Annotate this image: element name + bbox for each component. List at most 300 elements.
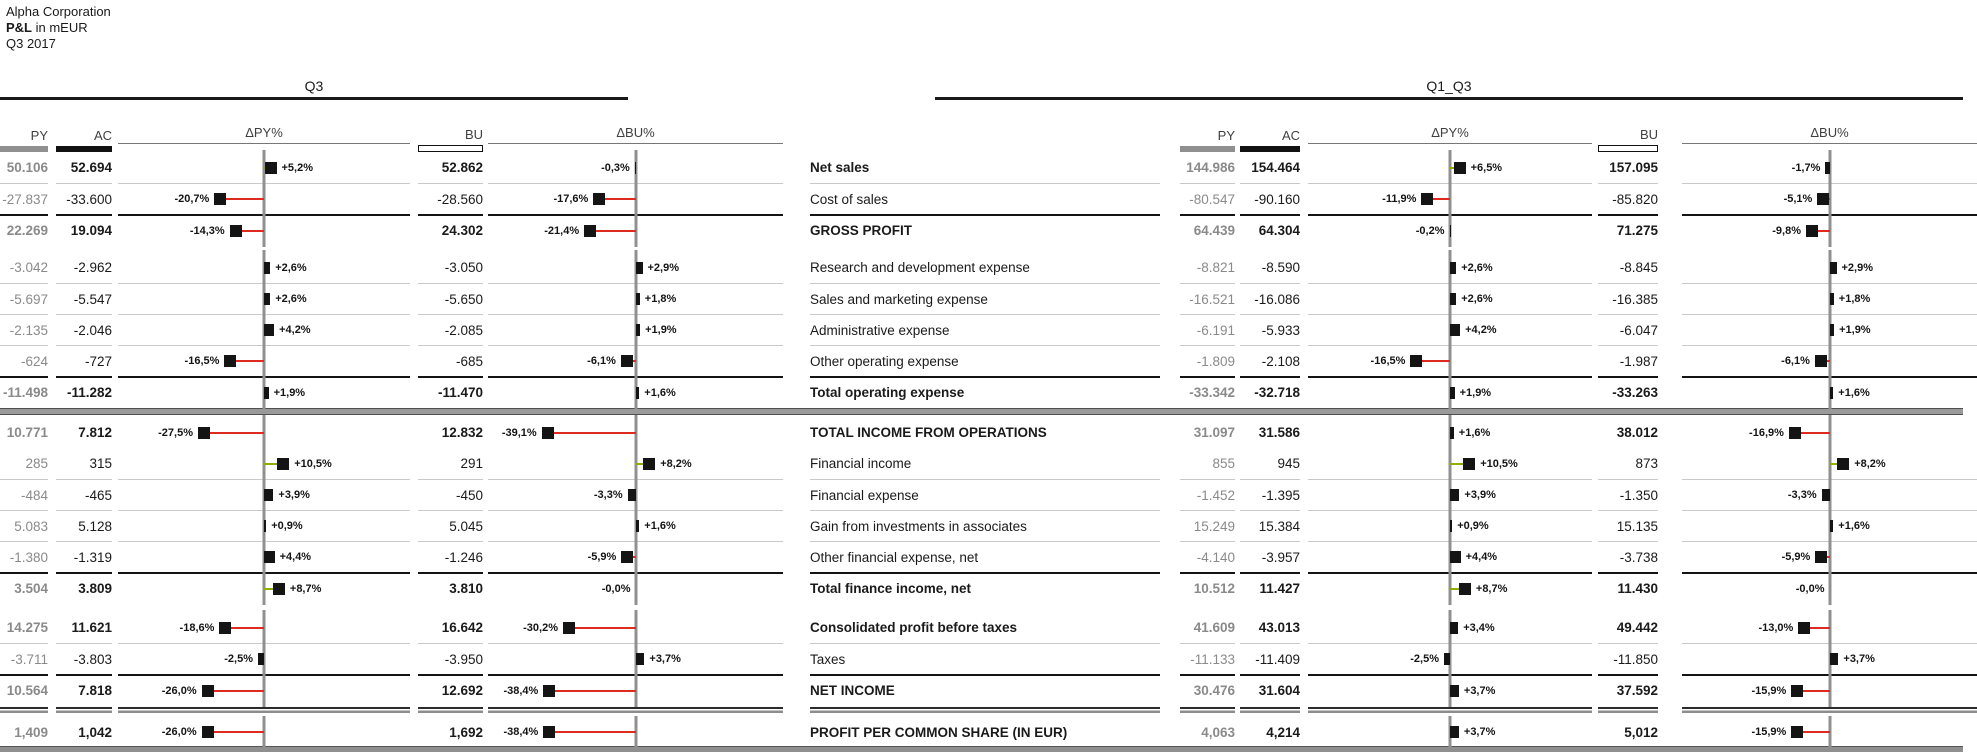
q1q3-dpy-chart [1308,612,1592,643]
variance-label: -6,1% [1781,355,1810,367]
variance-label: -2,5% [224,653,253,665]
q3-dpy-chart [118,572,410,603]
q3-ac-value: -11.282 [56,376,112,407]
variance-pin-head [264,293,270,305]
q3-dpy-chart [118,643,410,674]
variance-pin-head [563,622,575,634]
table-row [0,314,1977,345]
variance-pin-head [1450,551,1461,563]
q3-bu-value: -685 [418,345,483,376]
variance-pin-head [1450,293,1456,305]
q3-ac-value: -465 [56,479,112,510]
q3-ac-value: 52.694 [70,160,112,175]
row-label: Taxes [810,643,1160,674]
variance-pin-head [621,355,633,367]
q3-bu-value: 291 [460,456,483,471]
variance-pin-head [636,653,645,665]
q3-dpy-chart [118,448,410,479]
q3-bu-value: -28.560 [418,183,483,214]
variance-label: +1,9% [1459,386,1492,399]
q3-dpy-chart [118,479,410,510]
variance-label: +1,6% [1458,426,1491,439]
q1q3-dbu-chart [1682,718,1977,746]
q3-dbu-chart [488,417,783,448]
variance-pin-head [264,489,273,501]
q3-py-value: -11.498 [0,376,48,407]
q3-py-value: -27.837 [0,183,48,214]
q1q3-bu-value: -11.850 [1598,643,1658,674]
dpy-header-rule [118,143,410,144]
variance-label: +4,4% [1465,551,1498,563]
variance-pin-head [636,262,643,274]
table-row [0,572,1977,603]
q3-py-value: -5.697 [0,283,48,314]
q3-dbu-chart [488,345,783,376]
report-subtitle: P&L in mEUR [6,20,88,35]
variance-label: -3,3% [1787,489,1817,501]
q1q3-dpy-chart [1308,376,1592,407]
variance-label: +4,2% [1465,324,1497,336]
variance-label: +1,6% [644,520,676,532]
q1q3-ac-value: -11.409 [1240,643,1300,674]
q1q3-dpy-chart [1308,283,1592,314]
q1q3-dbu-chart [1682,612,1977,643]
row-label: Other operating expense [810,345,1160,376]
variance-label: -38,4% [503,726,539,738]
q1q3-bu-value: -8.845 [1619,260,1658,275]
q3-ac-value: 1,042 [78,724,112,740]
q3-ac-value: 315 [89,456,112,471]
q1q3-dbu-chart [1682,448,1977,479]
q1q3-dpy-chart [1308,643,1592,674]
row-label: Net sales [810,160,870,175]
q3-bu-value: 52.862 [441,160,483,175]
variance-label: +3,9% [278,489,310,501]
variance-pin-head [1815,551,1827,563]
pl-table [0,118,1977,752]
variance-pin-head [273,583,285,595]
q1q3-bu-value: 157.095 [1609,160,1658,175]
variance-label: +1,6% [1838,386,1870,399]
q3-dpy-chart [118,283,410,314]
double-rule-segment [56,707,112,713]
q1q3-bu-value: 873 [1635,456,1658,471]
q3-dpy-chart [118,541,410,572]
q3-dbu-chart [488,252,783,283]
double-rule-segment [0,707,48,713]
q1q3-dpy-chart [1308,572,1592,603]
variance-pin-head [584,225,596,237]
double-rule-segment [418,707,483,713]
variance-label: -9,8% [1772,224,1801,237]
q1q3-ac-value: 154.464 [1251,160,1300,175]
q3-py-value: -484 [0,479,48,510]
header-dpy-q3: ΔPY% [118,118,410,152]
double-rule-band [0,707,1977,713]
variance-label: -5,1% [1783,193,1813,205]
variance-pin-head [230,225,242,237]
variance-pin-head [1798,622,1810,634]
group-rule-q1q3 [935,97,1963,100]
double-rule-segment [488,707,783,713]
header-py-q3: PY [0,118,48,152]
q3-py-value: -3.042 [9,260,48,275]
q3-ac-value: -33.600 [56,183,112,214]
variance-label: +8,2% [1854,457,1886,470]
dpy-header-rule [1308,143,1592,144]
variance-label: +0,9% [1457,520,1489,532]
variance-axis [1828,572,1831,605]
q3-bu-value: 5.045 [418,510,483,541]
header-py-q1q3: PY [1180,118,1235,152]
variance-pin-head [219,622,231,634]
q3-bu-value: -11.470 [418,376,483,407]
q1q3-dbu-chart [1682,674,1977,705]
q3-bu-value: 16.642 [441,620,483,635]
double-rule-segment [1598,707,1658,713]
variance-label: -38,4% [503,684,539,697]
double-rule-segment [810,707,1160,713]
variance-pin-head [636,293,640,305]
q3-bu-value: -5.650 [418,283,483,314]
variance-label: +1,9% [1839,324,1871,336]
q3-dbu-chart [488,152,783,183]
variance-label: -21,4% [544,224,580,237]
q1q3-bu-value: 11.430 [1598,572,1658,603]
row-label: Research and development expense [810,260,1030,275]
variance-label: +1,9% [645,324,677,336]
q3-py-value: 1,409 [14,724,48,740]
q1q3-py-value: 144.986 [1186,160,1235,175]
variance-pin-head [1459,583,1471,595]
q1q3-dbu-chart [1682,643,1977,674]
q3-dbu-chart [488,643,783,674]
q1q3-ac-value: 43.013 [1258,620,1300,635]
variance-pin-head [264,520,266,532]
variance-pin-head [593,193,605,205]
variance-pin-head [264,262,270,274]
q1q3-dpy-chart [1308,152,1592,183]
q1q3-ac-value: 64.304 [1240,214,1300,245]
row-label: Cost of sales [810,183,1160,214]
row-label: Other financial expense, net [810,541,1160,572]
q3-dbu-chart [488,510,783,541]
variance-pin-head [1450,262,1456,274]
q3-dbu-chart [488,283,783,314]
variance-pin-head [1815,355,1827,367]
header-dpy-q1q3: ΔPY% [1308,118,1592,152]
q3-py-value: 10.771 [6,425,48,440]
variance-bar-line [543,690,635,692]
header-ac-q1q3: AC [1240,118,1300,152]
q3-dpy-chart [118,345,410,376]
q1q3-py-value: -33.342 [1180,376,1235,407]
q3-py-value: -3.711 [0,643,48,674]
variance-pin-head [1421,193,1433,205]
q1q3-dpy-chart [1308,479,1592,510]
q1q3-py-value: 10.512 [1180,572,1235,603]
q1q3-py-value: -11.133 [1180,643,1235,674]
table-row [0,674,1977,705]
variance-label: -14,3% [189,224,225,237]
q1q3-bu-value: -6.047 [1598,314,1658,345]
q1q3-dpy-chart [1308,417,1592,448]
q3-bu-value: -450 [418,479,483,510]
group-title-q1q3: Q1_Q3 [1426,78,1472,94]
variance-label: -1,7% [1791,161,1821,174]
variance-pin-head [628,489,636,501]
row-label: Gain from investments in associates [810,510,1160,541]
q3-dpy-chart [118,376,410,407]
q3-dpy-chart [118,612,410,643]
row-label: Administrative expense [810,314,1160,345]
variance-pin-head [543,685,555,697]
table-row [0,510,1977,541]
variance-label: +0,9% [271,520,303,532]
q3-dbu-chart [488,674,783,705]
variance-label: -16,5% [1370,355,1406,367]
q1q3-ac-value: 945 [1277,456,1300,471]
q3-dbu-chart [488,479,783,510]
variance-pin-head [1791,726,1803,738]
q1q3-ac-value: -5.933 [1240,314,1300,345]
q1q3-dpy-chart [1308,314,1592,345]
header-dbu-q1q3: ΔBU% [1682,118,1977,152]
q1q3-dpy-chart [1308,345,1592,376]
q1q3-dbu-chart [1682,214,1977,245]
q1q3-dbu-chart [1682,541,1977,572]
variance-pin-head [643,458,655,470]
variance-label: +3,7% [1843,653,1875,665]
q1q3-dbu-chart [1682,572,1977,603]
q1q3-ac-value: -2.108 [1240,345,1300,376]
table-row [0,183,1977,214]
q1q3-py-value: -1.452 [1180,479,1235,510]
q3-dpy-chart [118,152,410,183]
variance-label: -6,1% [587,355,616,367]
q3-py-value: -1.380 [0,541,48,572]
variance-pin-head [1444,653,1450,665]
variance-pin-head [202,726,214,738]
variance-label: -18,6% [179,621,215,634]
row-label: Total finance income, net [810,572,1160,603]
q1q3-py-value: -80.547 [1180,183,1235,214]
variance-pin-head [636,520,640,532]
q3-dpy-chart [118,214,410,245]
variance-axis [634,572,637,605]
table-row [0,214,1977,245]
q1q3-py-value: 30.476 [1180,674,1235,705]
variance-label: +1,8% [644,293,677,305]
variance-label: +3,7% [649,653,681,665]
q1q3-bu-value: -16.385 [1598,283,1658,314]
variance-label: +10,5% [1480,457,1518,470]
variance-label: -0,0% [1795,582,1825,595]
variance-label: -0,0% [601,582,631,595]
group-rule-q3 [0,97,628,100]
variance-pin-head [1450,726,1459,738]
q3-ac-value: 11.621 [71,620,112,635]
table-row [0,541,1977,572]
q3-py-value: 14.275 [6,620,48,635]
row-label: Total operating expense [810,376,1160,407]
q3-dbu-chart [488,214,783,245]
table-row [0,345,1977,376]
q1q3-bu-value: 49.442 [1616,620,1658,635]
q1q3-dpy-chart [1308,448,1592,479]
q1q3-ac-value: -3.957 [1240,541,1300,572]
q1q3-dpy-chart [1308,718,1592,746]
variance-label: +1,6% [1838,520,1870,532]
variance-label: +8,7% [1475,582,1508,595]
variance-pin-head [636,324,641,336]
variance-label: +1,6% [644,386,676,399]
q3-dpy-chart [118,252,410,283]
double-rule-segment [1682,707,1977,713]
table-row [0,612,1977,643]
variance-label: +3,9% [1464,489,1496,501]
q1q3-ac-value: 31.604 [1240,674,1300,705]
header-bu-q3: BU [418,118,483,152]
q1q3-ac-value: -1.395 [1240,479,1300,510]
variance-pin-head [1450,622,1458,634]
q1q3-dbu-chart [1682,417,1977,448]
variance-label: +8,7% [289,582,322,595]
variance-pin-head [264,387,269,399]
q1q3-ac-value: 11.427 [1240,572,1300,603]
variance-pin-head [1450,387,1455,399]
variance-label: -3,3% [593,489,623,501]
q3-dpy-chart [118,417,410,448]
row-label: Sales and marketing expense [810,283,1160,314]
q3-bu-value: -1.246 [418,541,483,572]
q1q3-ac-value: -32.718 [1240,376,1300,407]
variance-label: -26,0% [161,726,197,738]
variance-label: -17,6% [553,193,589,205]
variance-label: -39,1% [501,426,537,439]
row-label: Financial expense [810,479,1160,510]
variance-pin-head [1806,225,1818,237]
variance-label: +2,6% [275,261,307,274]
q3-dbu-chart [488,314,783,345]
variance-label: +3,7% [1463,684,1496,697]
q1q3-bu-value: 37.592 [1598,674,1658,705]
dbu-header-rule [488,143,783,144]
variance-label: -2,5% [1410,653,1439,665]
q1q3-dbu-chart [1682,510,1977,541]
bu-legend-bar [418,145,483,152]
q3-bu-value: 3.810 [418,572,483,603]
q3-dbu-chart [488,718,783,746]
q1q3-py-value: -1.809 [1180,345,1235,376]
variance-label: +1,8% [1838,293,1871,305]
variance-label: -16,9% [1749,426,1784,439]
q1q3-bu-value: 15.135 [1598,510,1658,541]
q1q3-py-value: 4,063 [1201,724,1235,740]
variance-pin-head [277,458,289,470]
q3-py-value: -2.135 [0,314,48,345]
variance-label: -13,0% [1758,621,1794,634]
variance-label: +3,7% [1463,726,1496,738]
q3-bu-value: 12.832 [441,425,483,440]
variance-pin-head [1830,653,1839,665]
variance-label: +4,2% [279,324,311,336]
q3-py-value: 5.083 [0,510,48,541]
variance-pin-head [1410,355,1422,367]
q3-dbu-chart [488,572,783,603]
q3-py-value: -624 [0,345,48,376]
variance-label: +8,2% [660,457,692,470]
column-header-row [0,118,1977,152]
variance-pin-head [224,355,236,367]
q1q3-bu-value: 71.275 [1598,214,1658,245]
variance-pin-head [542,427,554,439]
variance-pin-head [1450,685,1459,697]
q3-dbu-chart [488,612,783,643]
q3-ac-value: 3.809 [56,572,112,603]
variance-pin-head [1830,293,1834,305]
company-name: Alpha Corporation [6,4,111,19]
q3-py-value: 22.269 [0,214,48,245]
variance-label: +3,4% [1463,621,1495,634]
header-label-spacer [810,118,1160,152]
variance-label: -5,9% [1781,551,1811,563]
variance-pin-head [1822,489,1830,501]
table-bottom-band [0,746,1963,752]
q3-ac-value: -2.046 [56,314,112,345]
q1q3-py-value: -6.191 [1180,314,1235,345]
q3-py-value: 3.504 [0,572,48,603]
variance-pin-head [265,162,277,174]
q1q3-py-value: -8.821 [1196,260,1235,275]
q1q3-dbu-chart [1682,252,1977,283]
variance-pin-head [198,427,210,439]
variance-pin-head [1830,324,1835,336]
header-bu-q1q3: BU [1598,118,1658,152]
q1q3-py-value: 15.249 [1180,510,1235,541]
variance-pin-head [202,685,214,697]
q1q3-dbu-chart [1682,183,1977,214]
variance-pin-head [636,387,640,399]
q1q3-bu-value: 5,012 [1624,724,1658,740]
variance-pin-head [635,162,636,174]
dbu-header-rule [1682,143,1977,144]
q1q3-ac-value: -16.086 [1240,283,1300,314]
q1q3-dbu-chart [1682,479,1977,510]
variance-pin-head [1817,193,1829,205]
q1q3-dpy-chart [1308,541,1592,572]
variance-pin-head [1450,324,1460,336]
q1q3-py-value: 855 [1212,456,1235,471]
q3-dpy-chart [118,718,410,746]
q1q3-ac-value: -90.160 [1240,183,1300,214]
variance-label: -26,0% [161,684,197,697]
variance-pin-head [1450,225,1451,237]
q3-ac-value: 5.128 [56,510,112,541]
row-label: Financial income [810,456,912,471]
q1q3-dbu-chart [1682,152,1977,183]
q1q3-py-value: 41.609 [1193,620,1235,635]
q3-bu-value: 24.302 [418,214,483,245]
q1q3-ac-value: -8.590 [1261,260,1300,275]
q1q3-dbu-chart [1682,314,1977,345]
table-row [0,643,1977,674]
double-rule-segment [1240,707,1300,713]
double-rule-segment [1180,707,1235,713]
q1q3-py-value: 31.097 [1193,425,1235,440]
variance-pin-head [1450,520,1452,532]
q3-ac-value: 7.812 [78,425,112,440]
